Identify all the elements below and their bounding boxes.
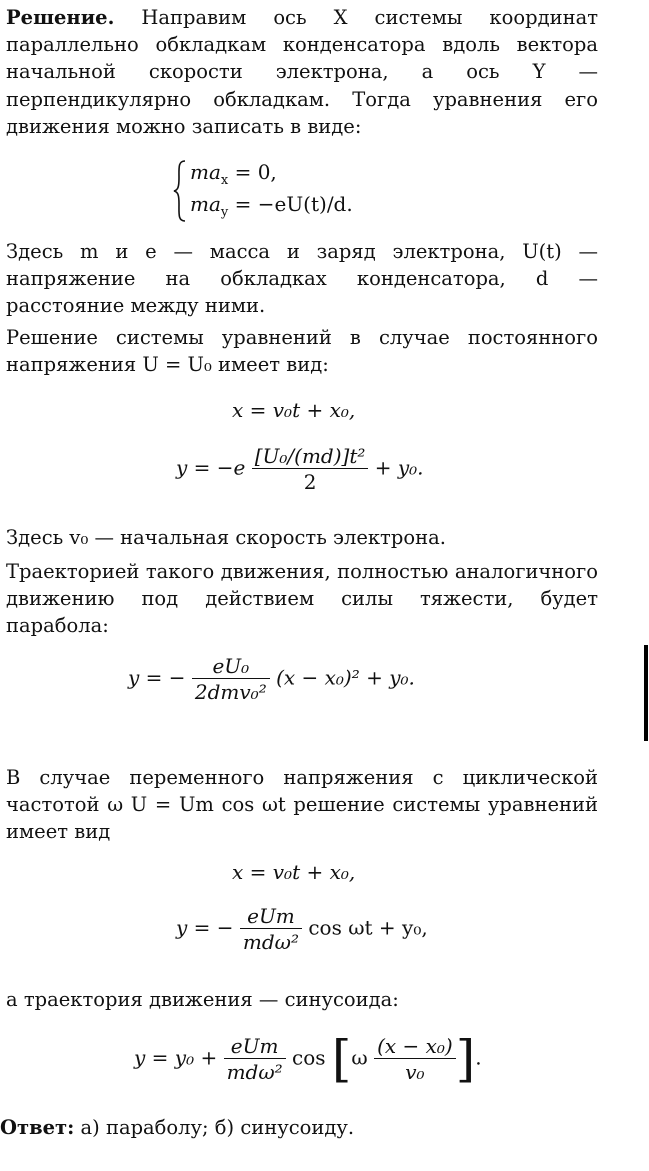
fraction: $\frac{\text{eU₀}}{\text{2dmv₀²}}$ (192, 656, 270, 702)
constant-voltage-paragraph: Решение системы уравнений в случае постоянного напряжения U = U₀ имеет вид: (6, 326, 598, 377)
intro-text: Направим ось X системы координат параллельно обкладкам конденсатора вдоль вектора начальной скорости электрона, а ось Y — перпендикулярно обкладкам. Тогда уравнения его движения можно записать в виде: (6, 6, 598, 138)
right-bracket: ] (455, 1030, 476, 1088)
equation-ma-x: $ma_x = 0$, (190, 160, 277, 188)
answer-text: а) параболу; б) синусоиду. (74, 1116, 355, 1139)
margin-bar (644, 645, 648, 741)
fraction: $\frac{\text{[U₀/(md)]t²}}{2}$ (252, 446, 369, 492)
trajectory-paragraph: Траекторией такого движения, полностью аналогичного движению под действием силы тяжести, будет парабола: (6, 560, 598, 638)
fraction: $\frac{\text{(x − x₀)}}{\text{v₀}}$ (374, 1036, 456, 1082)
definitions-paragraph: Здесь m и e — масса и заряд электрона, U(t) — напряжение на обкладках конденсатора, d — расстояние между ними. (6, 240, 598, 318)
left-bracket: [ (331, 1030, 352, 1088)
equation-parabola: y = − $\frac{\text{eU₀}}{\text{2dmv₀²}}$ (x − x₀)² + y₀. (128, 654, 415, 704)
alternating-voltage-paragraph: В случае переменного напряжения с циклической частотой ω U = Um cos ωt решение системы уравнений имеет вид (6, 766, 598, 844)
solution-label: Решение. (6, 6, 115, 29)
initial-velocity-paragraph: Здесь v₀ — начальная скорость электрона. (6, 526, 446, 549)
equation-x-const: x = v₀t + x₀, (232, 398, 356, 422)
equation-sinusoid: y = y₀ + $\frac{\text{eUm}}{\text{mdω²}}$ cos [ω $\frac{\text{(x − x₀)}}{\text{v₀}}$ ]. (134, 1030, 482, 1088)
system-brace (172, 160, 188, 222)
equation-ma-y: $ma_y = -eU(t)/d$. (190, 192, 353, 220)
answer-label: Ответ: (0, 1116, 75, 1139)
equation-y-const: y = −e $\frac{\text{[U₀/(md)]t²}}{2}$ + y₀. (176, 444, 424, 494)
equation-y-ac: y = − $\frac{\text{eUm}}{\text{mdω²}}$ cos ωt + y₀, (176, 904, 428, 954)
fraction: $\frac{\text{eUm}}{\text{mdω²}}$ (224, 1036, 286, 1082)
sinusoid-paragraph: а траектория движения — синусоида: (6, 988, 399, 1011)
fraction: $\frac{\text{eUm}}{\text{mdω²}}$ (240, 906, 302, 952)
intro-paragraph (6, 4, 598, 140)
answer-line (0, 1114, 592, 1141)
equation-x-ac: x = v₀t + x₀, (232, 860, 356, 884)
